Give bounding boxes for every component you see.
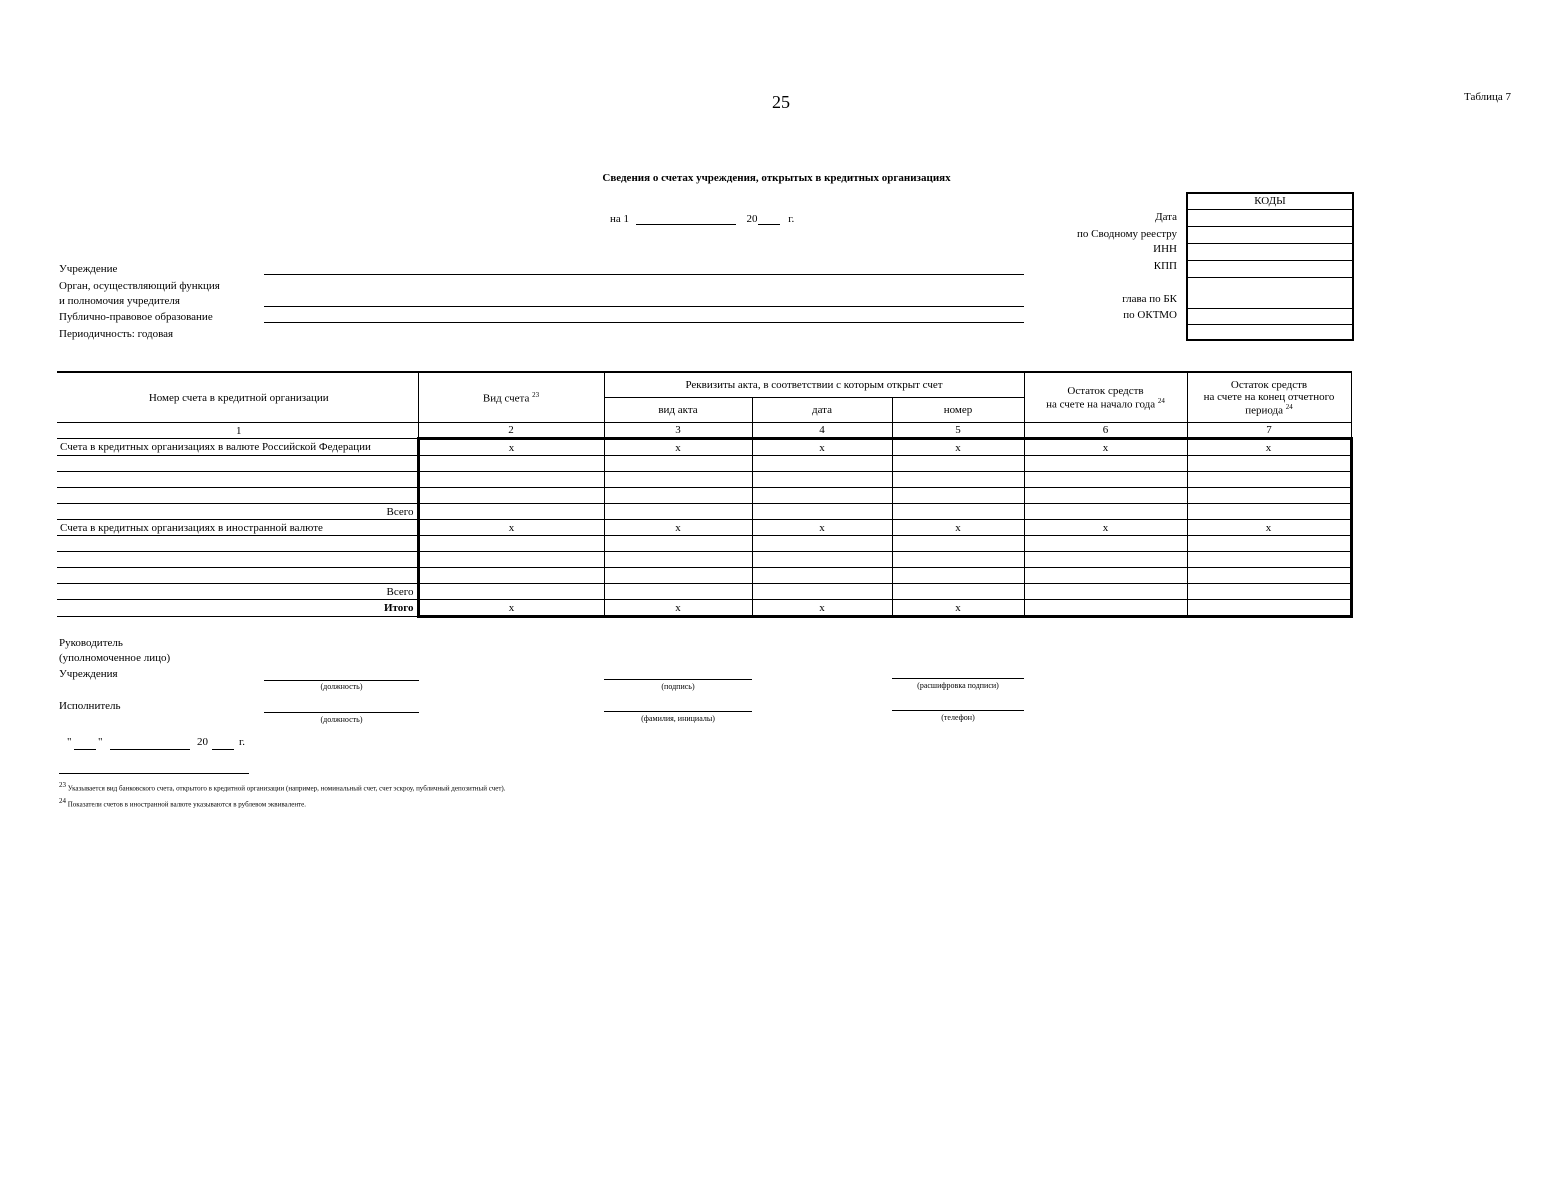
table-cell[interactable] — [418, 488, 604, 504]
table-cell[interactable] — [752, 552, 892, 568]
executor-position-caption: (должность) — [320, 715, 363, 724]
executor-name-caption: (фамилия, инициалы) — [641, 714, 715, 723]
footnote-24-mark: 24 — [59, 797, 66, 805]
mark-cell: x — [604, 600, 752, 617]
code-inn-cell[interactable] — [1188, 244, 1352, 261]
mark-cell: x — [418, 520, 604, 536]
head-label-line2: (уполномоченное лицо) — [59, 652, 171, 664]
codes-header: КОДЫ — [1188, 194, 1352, 210]
mark-cell: x — [892, 600, 1024, 617]
table-row — [57, 456, 1351, 472]
col-num-1: 1 — [57, 423, 418, 439]
footnote-24-text: Показатели счетов в иностранной валюте указываются в рублевом эквиваленте. — [67, 800, 306, 809]
section-rub-row — [57, 439, 1351, 456]
mark-cell: x — [1187, 520, 1351, 536]
table-row — [57, 488, 1351, 504]
table-cell[interactable] — [1187, 552, 1351, 568]
col-num-7: 7 — [1187, 423, 1351, 439]
mark-cell: x — [1187, 439, 1351, 456]
header-act-kind: вид акта — [604, 398, 752, 423]
executor-label: Исполнитель — [59, 700, 121, 712]
founder-label-line1: Орган, осуществляющий функция — [59, 280, 220, 292]
mark-cell: x — [418, 600, 604, 617]
table-cell[interactable] — [418, 504, 604, 520]
table-cell[interactable] — [752, 504, 892, 520]
header-balance-start: Остаток средств на счете на начало года $^{24}$ — [1024, 372, 1187, 423]
section-rub-label: Счета в кредитных организациях в валюте Российской Федерации — [57, 439, 418, 456]
col-num-4: 4 — [752, 423, 892, 439]
table-cell[interactable] — [892, 584, 1024, 600]
table-cell[interactable] — [892, 456, 1024, 472]
table-header-row-1 — [57, 372, 1351, 398]
table-cell[interactable] — [1024, 552, 1187, 568]
rub-total-label: Всего — [57, 504, 418, 520]
code-kpp-cell[interactable] — [1188, 261, 1352, 278]
table-cell[interactable] — [418, 456, 604, 472]
table-cell[interactable] — [604, 552, 752, 568]
code-date-cell[interactable] — [1188, 210, 1352, 227]
mark-cell: x — [752, 600, 892, 617]
foreign-total-label: Всего — [57, 584, 418, 600]
table-cell[interactable] — [1187, 568, 1351, 584]
code-head-bk-cell[interactable] — [1188, 278, 1352, 309]
code-registry-cell[interactable] — [1188, 227, 1352, 244]
public-entity-label: Публично-правовое образование — [59, 311, 213, 323]
code-extra-cell[interactable] — [1188, 325, 1352, 339]
table-cell[interactable] — [604, 536, 752, 552]
table-cell[interactable] — [604, 488, 752, 504]
table-cell[interactable] — [604, 504, 752, 520]
table-cell[interactable] — [752, 456, 892, 472]
foreign-total-row — [57, 584, 1351, 600]
table-row — [57, 536, 1351, 552]
date-year-prefix: 20 — [746, 213, 758, 225]
account-cell[interactable] — [57, 456, 418, 472]
section-foreign-row — [57, 520, 1351, 536]
table-cell[interactable] — [892, 536, 1024, 552]
institution-field[interactable] — [264, 274, 1024, 275]
head-signature-field[interactable] — [604, 679, 752, 680]
accounts-table — [57, 371, 1353, 618]
sign-date-suffix: г. — [239, 736, 246, 748]
table-cell[interactable] — [1187, 456, 1351, 472]
head-decoding-field[interactable] — [892, 678, 1024, 679]
code-oktmo-cell[interactable] — [1188, 309, 1352, 325]
form-title: Сведения о счетах учреждения, открытых в кредитных организациях — [602, 172, 951, 184]
table-cell[interactable] — [892, 472, 1024, 488]
code-label-kpp: КПП — [1153, 260, 1177, 272]
table-cell[interactable] — [892, 504, 1024, 520]
table-cell[interactable] — [752, 568, 892, 584]
mark-cell: x — [752, 439, 892, 456]
col-num-3: 3 — [604, 423, 752, 439]
mark-cell: x — [418, 439, 604, 456]
code-label-registry: по Сводному реестру — [1077, 228, 1177, 240]
col-num-5: 5 — [892, 423, 1024, 439]
table-cell[interactable] — [892, 568, 1024, 584]
mark-cell: x — [892, 439, 1024, 456]
public-entity-field[interactable] — [264, 322, 1024, 323]
report-date-line — [610, 212, 794, 225]
table-cell[interactable] — [604, 472, 752, 488]
footnote-24 — [59, 797, 306, 808]
table-row — [57, 552, 1351, 568]
table-cell[interactable] — [1024, 456, 1187, 472]
sign-date-open-quote: " — [67, 736, 72, 748]
head-position-field[interactable] — [264, 680, 419, 681]
page-number: 25 — [772, 92, 790, 112]
table-cell[interactable] — [1187, 584, 1351, 600]
sign-day-field[interactable] — [74, 749, 96, 750]
header-act-details: Реквизиты акта, в соответствии с которым открыт счет — [604, 372, 1024, 398]
mark-cell: x — [1024, 520, 1187, 536]
table-cell[interactable] — [1187, 472, 1351, 488]
header-balance-end: Остаток средств на счете на конец отчетного периода $^{24}$ — [1187, 372, 1351, 423]
head-label-line1: Руководитель — [59, 637, 123, 649]
date-field[interactable] — [636, 212, 736, 225]
code-label-date: Дата — [1155, 211, 1177, 223]
grand-total-label: Итого — [57, 600, 418, 617]
head-decoding-caption: (расшифровка подписи) — [917, 681, 999, 690]
executor-position-field[interactable] — [264, 712, 419, 713]
column-number-row — [57, 423, 1351, 439]
codes-box — [1186, 192, 1354, 341]
head-position-caption: (должность) — [320, 682, 363, 691]
sign-month-field[interactable] — [110, 749, 190, 750]
account-cell[interactable] — [57, 536, 418, 552]
table-cell[interactable] — [418, 584, 604, 600]
table-cell[interactable] — [1187, 504, 1351, 520]
mark-cell: x — [892, 520, 1024, 536]
table-cell[interactable] — [604, 568, 752, 584]
header-account-type: Вид счета $^{23}$ — [418, 372, 604, 423]
sign-year-field[interactable] — [212, 749, 234, 750]
table-cell[interactable] — [418, 536, 604, 552]
mark-cell: x — [1024, 439, 1187, 456]
header-account-number: Номер счета в кредитной организации — [57, 372, 418, 423]
account-cell[interactable] — [57, 488, 418, 504]
table-cell[interactable] — [1024, 584, 1187, 600]
founder-label-line2: и полномочия учредителя — [59, 295, 180, 307]
date-year-field[interactable] — [758, 212, 780, 225]
col-num-6: 6 — [1024, 423, 1187, 439]
table-cell[interactable] — [604, 456, 752, 472]
table-cell[interactable] — [1024, 568, 1187, 584]
footnote-23-text: Указывается вид банковского счета, открытого в кредитной организации (например, номинальный счет, счет эскроу, публичный депозитный счет). — [67, 784, 506, 793]
table-cell[interactable] — [418, 472, 604, 488]
table-cell[interactable] — [752, 536, 892, 552]
grand-total-row — [57, 600, 1351, 617]
table-cell[interactable] — [1024, 600, 1187, 617]
date-prefix: на 1 — [610, 213, 630, 225]
table-cell[interactable] — [1024, 536, 1187, 552]
sign-date-close-quote: " — [98, 736, 103, 748]
table-cell[interactable] — [1187, 536, 1351, 552]
code-label-inn: ИНН — [1153, 243, 1177, 255]
table-cell[interactable] — [892, 552, 1024, 568]
sign-year-prefix: 20 — [197, 736, 208, 748]
table-cell[interactable] — [752, 472, 892, 488]
institution-label: Учреждение — [59, 263, 118, 275]
account-cell[interactable] — [57, 552, 418, 568]
code-label-head-bk: глава по БК — [1122, 293, 1177, 305]
col-num-2: 2 — [418, 423, 604, 439]
founder-field[interactable] — [264, 306, 1024, 307]
table-cell[interactable] — [1187, 600, 1351, 617]
table-row — [57, 472, 1351, 488]
date-suffix: г. — [788, 213, 795, 225]
mark-cell: x — [604, 439, 752, 456]
header-act-date: дата — [752, 398, 892, 423]
executor-phone-field[interactable] — [892, 710, 1024, 711]
account-cell[interactable] — [57, 568, 418, 584]
table-cell[interactable] — [418, 552, 604, 568]
table-cell[interactable] — [752, 584, 892, 600]
code-label-oktmo: по ОКТМО — [1123, 309, 1177, 321]
mark-cell: x — [604, 520, 752, 536]
table-cell[interactable] — [1024, 504, 1187, 520]
table-cell[interactable] — [892, 488, 1024, 504]
head-signature-caption: (подпись) — [661, 682, 695, 691]
table-cell[interactable] — [1024, 472, 1187, 488]
table-reference: Таблица 7 — [1464, 91, 1512, 103]
table-cell[interactable] — [1187, 488, 1351, 504]
rub-total-row — [57, 504, 1351, 520]
periodicity-label: Периодичность: годовая — [59, 328, 174, 340]
header-act-number: номер — [892, 398, 1024, 423]
table-cell[interactable] — [1024, 488, 1187, 504]
table-row — [57, 568, 1351, 584]
table-cell[interactable] — [418, 568, 604, 584]
executor-phone-caption: (телефон) — [941, 713, 975, 722]
account-cell[interactable] — [57, 472, 418, 488]
mark-cell: x — [752, 520, 892, 536]
section-foreign-label: Счета в кредитных организациях в иностранной валюте — [57, 520, 418, 536]
table-cell[interactable] — [604, 584, 752, 600]
executor-name-field[interactable] — [604, 711, 752, 712]
head-label-line3: Учреждения — [59, 668, 118, 680]
footnote-23-mark: 23 — [59, 781, 66, 789]
footnote-23 — [59, 781, 505, 792]
table-cell[interactable] — [752, 488, 892, 504]
footnote-separator — [59, 773, 249, 774]
